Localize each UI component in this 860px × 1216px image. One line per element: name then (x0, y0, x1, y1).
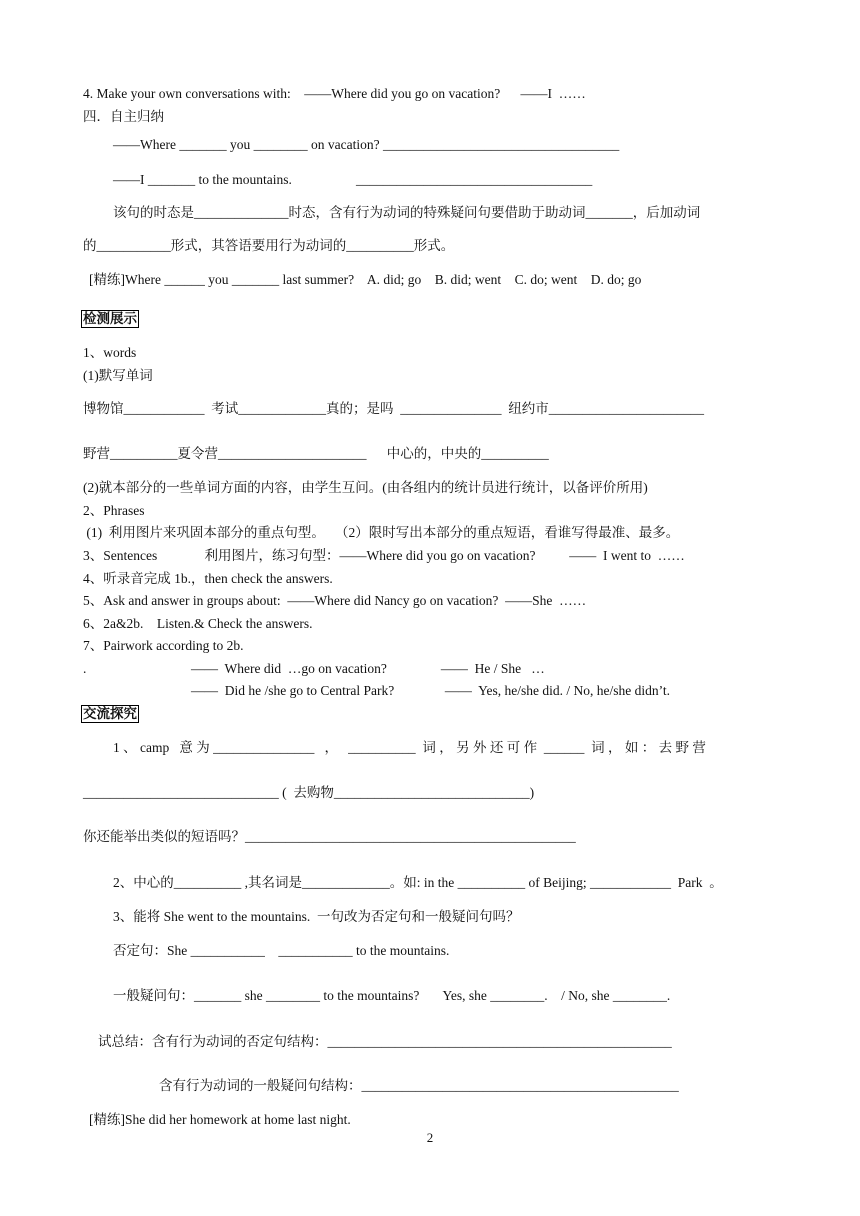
vocab-line-2: 野营__________夏令营______________________ 中心的，中央的__________ (83, 446, 549, 461)
practice-question-2: [精练]She did her homework at home last night. (89, 1112, 351, 1127)
summary-question-line: 含有行为动词的一般疑问句结构：_______________________________________________ (159, 1078, 679, 1093)
section-label-check: 检测展示 (83, 311, 137, 326)
dictation-heading: (1)默写单词 (83, 368, 153, 383)
phrases-heading: 2、Phrases (83, 503, 145, 518)
central-noun-line: 2、中心的__________ ,其名词是_____________。如: in the __________ of Beijing; ____________ Park 。 (113, 875, 723, 890)
section-label-explore: 交流探究 (83, 706, 137, 721)
practice-question-1: [精练]Where ______ you _______ last summer? A. did; go B. did; went C. do; went D. do; go (89, 272, 642, 287)
phrases-tasks: (1) 利用图片来巩固本部分的重点句型。 （2）限时写出本部分的重点短语，看谁写得最准、最多。 (83, 525, 680, 540)
negative-sentence-line: 否定句：She ___________ ___________ to the mountains. (113, 943, 450, 958)
camp-example-line: _____________________________ ( 去购物_____________________________) (83, 785, 535, 800)
sentences-line: 3、Sentences 利用图片，练习句型：——Where did you go on vacation? —— I went to …… (83, 548, 685, 563)
pairwork-line: 7、Pairwork according to 2b. (83, 638, 244, 653)
summary-negative-line: 试总结：含有行为动词的否定句结构：___________________________________________________ (98, 1034, 672, 1049)
page-number: 2 (426, 1130, 434, 1145)
section-heading-4: 四．自主归纳 (83, 109, 164, 124)
words-heading: 1、words (83, 345, 137, 360)
transform-question-line: 3、能将 She went to the mountains. 一句改为否定句和一般疑问句吗？ (113, 909, 520, 924)
vocab-line-1: 博物馆____________ 考试_____________真的；是吗 _______________ 纽约市_______________________ (83, 401, 704, 416)
pairwork-dialogue-2: —— Did he /she go to Central Park? —— Yes, he/she did. / No, he/she didn’t. (83, 683, 670, 698)
pattern-answer-line: ——I _______ to the mountains. ___________________________________ (113, 172, 593, 187)
listen-check-line: 6、2a&2b. Listen.& Check the answers. (83, 616, 313, 631)
camp-meaning-line: 1 、 camp 意 为 _______________ ， __________ 词 ， 另 外 还 可 作 ______ 词 ， 如 ： 去 野 营 (113, 740, 706, 755)
tense-explanation-line-1: 该句的时态是______________时态，含有行为动词的特殊疑问句要借助于助动词_______，后加动词 (113, 205, 701, 220)
pairwork-dialogue-1: . —— Where did …go on vacation? —— He / She … (83, 661, 545, 676)
similar-phrases-line: 你还能举出类似的短语吗？_________________________________________________ (83, 829, 576, 844)
task-4-line: 4. Make your own conversations with: ——Where did you go on vacation? ——I …… (83, 86, 586, 101)
listening-line: 4、听录音完成 1b.，then check the answers. (83, 571, 333, 586)
yes-no-question-line: 一般疑问句：_______ she ________ to the mountains? Yes, she ________. / No, she ________. (113, 988, 671, 1003)
pattern-where-line: ——Where _______ you ________ on vacation? ___________________________________ (113, 137, 620, 152)
group-ask-line: 5、Ask and answer in groups about: ——Where did Nancy go on vacation? ——She …… (83, 593, 587, 608)
tense-explanation-line-2: 的___________形式，其答语要用行为动词的__________形式。 (83, 238, 455, 253)
peer-question-note: (2)就本部分的一些单词方面的内容，由学生互问。(由各组内的统计员进行统计，以备评价所用) (83, 480, 648, 495)
